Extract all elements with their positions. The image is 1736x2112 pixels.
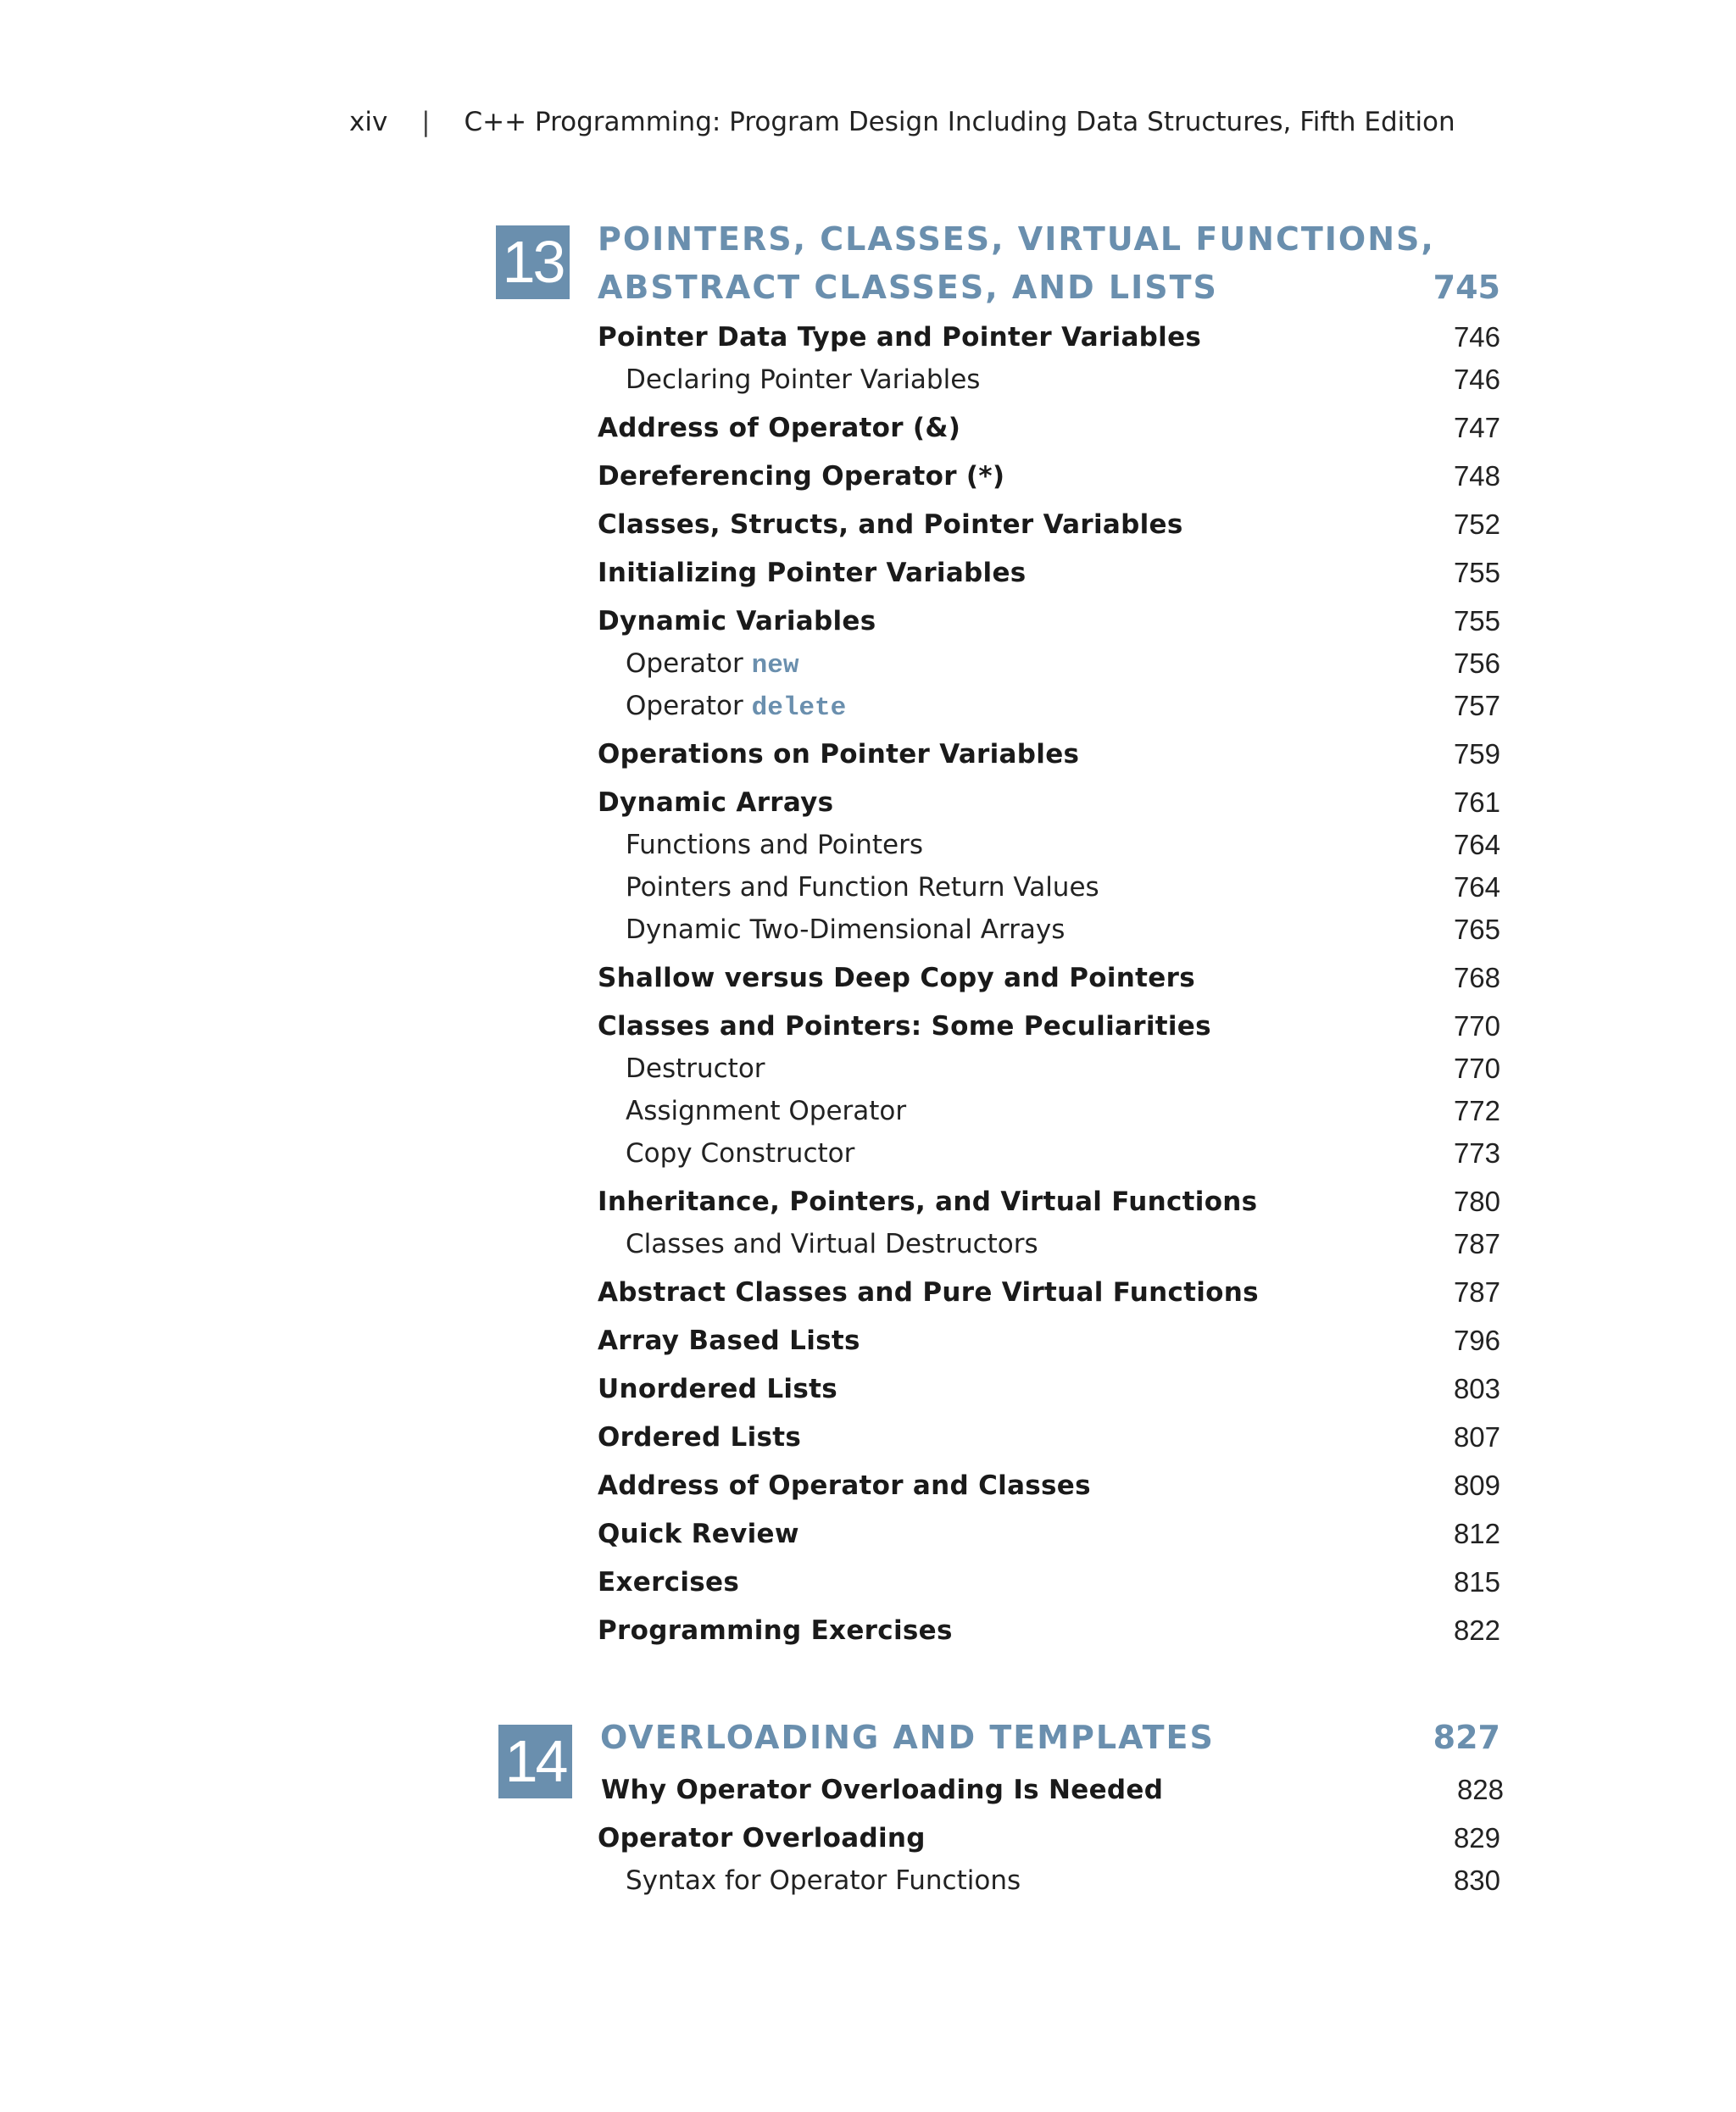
toc-entry-title	[598, 604, 876, 638]
toc-entry-title	[626, 828, 923, 862]
toc-entry-page: 746	[1453, 364, 1500, 395]
toc-entry-text: Pointer Data Type and Pointer Variables	[598, 322, 1202, 353]
chapter-number-badge: 13	[496, 225, 570, 299]
toc-entry-title	[598, 1276, 1259, 1309]
toc-entry[interactable]	[598, 1094, 1500, 1128]
toc-entry[interactable]	[598, 1324, 1500, 1358]
toc-entry-page: 761	[1453, 786, 1500, 818]
toc-entry-text: Exercises	[598, 1567, 740, 1598]
toc-entry-code-keyword: delete	[751, 693, 847, 723]
toc-entry-title	[626, 1094, 906, 1128]
toc-entry[interactable]	[598, 411, 1500, 445]
toc-entry-text: Array Based Lists	[598, 1326, 860, 1356]
toc-entry-page: 752	[1453, 509, 1500, 540]
toc-entry-text: Dynamic Variables	[598, 606, 876, 636]
toc-entry-text: Initializing Pointer Variables	[598, 558, 1027, 588]
toc-entry-title	[598, 320, 1201, 354]
toc-entry-page: 755	[1453, 557, 1500, 588]
toc-entry-title	[598, 1517, 799, 1551]
toc-entry-page: 815	[1453, 1566, 1500, 1598]
toc-entry[interactable]	[598, 363, 1500, 397]
toc-entry-text: Dereferencing Operator (*)	[598, 461, 1005, 492]
toc-entry[interactable]	[598, 1009, 1500, 1043]
toc-entry-title	[626, 1137, 854, 1170]
toc-entry-page: 796	[1453, 1325, 1500, 1356]
toc-entry-title	[626, 870, 1099, 904]
toc-entry[interactable]	[598, 647, 1500, 681]
toc-entry-page: 770	[1453, 1053, 1500, 1084]
toc-entry-title	[598, 1009, 1211, 1043]
running-header	[349, 107, 1455, 137]
toc-entry[interactable]	[598, 1469, 1500, 1503]
toc-entry-text: Quick Review	[598, 1519, 799, 1549]
toc-entry-text: Declaring Pointer Variables	[626, 364, 981, 395]
toc-entry-text: Destructor	[626, 1053, 765, 1084]
toc-entry-title	[598, 786, 833, 820]
chapter-title-line-2[interactable]: ABSTRACT CLASSES, AND LISTS	[598, 269, 1218, 306]
toc-entry-text: Classes and Virtual Destructors	[626, 1229, 1038, 1259]
chapter-title-line-1[interactable]: OVERLOADING AND TEMPLATES	[600, 1719, 1215, 1756]
toc-entry-page: 773	[1453, 1137, 1500, 1169]
toc-entry-code-keyword: new	[751, 651, 799, 681]
toc-entry-title	[598, 1565, 739, 1599]
toc-entry[interactable]	[598, 913, 1500, 947]
toc-entry-title	[598, 411, 960, 445]
toc-entry-page: 768	[1453, 962, 1500, 993]
toc-entry-page: 807	[1453, 1421, 1500, 1453]
chapter-title-line-1[interactable]: POINTERS, CLASSES, VIRTUAL FUNCTIONS,	[598, 220, 1435, 258]
toc-entry-text: Ordered Lists	[598, 1422, 802, 1453]
toc-entry-page: 787	[1453, 1228, 1500, 1259]
toc-entry-title	[626, 1864, 1021, 1898]
toc-entry[interactable]	[598, 1372, 1500, 1406]
toc-entry[interactable]	[598, 1864, 1500, 1898]
toc-entry-text: Classes and Pointers: Some Peculiarities	[598, 1011, 1211, 1042]
toc-entry-text: Shallow versus Deep Copy and Pointers	[598, 963, 1195, 993]
toc-entry[interactable]	[598, 1420, 1500, 1454]
toc-entry-text: Unordered Lists	[598, 1374, 837, 1404]
toc-entry-text: Inheritance, Pointers, and Virtual Functions	[598, 1187, 1258, 1217]
toc-entry-title	[598, 1821, 926, 1855]
toc-entry-page: 757	[1453, 690, 1500, 721]
toc-entry[interactable]	[598, 1052, 1500, 1086]
toc-entry-title	[598, 1469, 1091, 1503]
toc-entry[interactable]	[598, 459, 1500, 493]
toc-entry[interactable]	[598, 604, 1500, 638]
toc-entry[interactable]	[601, 1773, 1504, 1807]
toc-entry-title	[626, 363, 980, 397]
toc-entry-page: 822	[1453, 1615, 1500, 1646]
toc-entry-title	[598, 1324, 860, 1358]
toc-entry-page: 787	[1453, 1276, 1500, 1308]
toc-entry[interactable]	[598, 961, 1500, 995]
toc-entry[interactable]	[598, 556, 1500, 590]
toc-entry-title	[598, 556, 1027, 590]
toc-entry[interactable]	[598, 1185, 1500, 1219]
toc-entry-title	[598, 508, 1183, 542]
toc-entry-title	[626, 689, 846, 725]
toc-entry-text: Address of Operator and Classes	[598, 1470, 1091, 1501]
toc-entry-page: 748	[1453, 460, 1500, 492]
toc-entry-text: Classes, Structs, and Pointer Variables	[598, 509, 1183, 540]
toc-entry-text: Address of Operator (&)	[598, 413, 961, 443]
toc-entry-title	[598, 737, 1079, 771]
toc-entry-page: 772	[1453, 1095, 1500, 1126]
toc-entry-title	[598, 459, 1004, 493]
toc-entry-page: 759	[1453, 738, 1500, 770]
toc-entry-text: Abstract Classes and Pure Virtual Functions	[598, 1277, 1259, 1308]
toc-entry-text: Dynamic Arrays	[598, 787, 834, 818]
toc-entry[interactable]	[598, 786, 1500, 820]
toc-entry-page: 747	[1453, 412, 1500, 443]
toc-entry[interactable]	[598, 828, 1500, 862]
toc-entry-title	[598, 1372, 837, 1406]
toc-entry[interactable]	[598, 508, 1500, 542]
toc-entry[interactable]	[598, 870, 1500, 904]
toc-entry[interactable]	[598, 1565, 1500, 1599]
toc-entry-page: 764	[1453, 871, 1500, 903]
chapter-page-number: 745	[1433, 269, 1500, 306]
toc-entry-title	[626, 1227, 1038, 1261]
toc-entry-title	[601, 1773, 1163, 1807]
toc-entry-page: 830	[1453, 1865, 1500, 1896]
toc-entry-title	[626, 1052, 765, 1086]
toc-entry-page: 755	[1453, 605, 1500, 636]
toc-entry-page: 765	[1453, 914, 1500, 945]
chapter-page-number: 827	[1433, 1719, 1500, 1756]
toc-entry-text: Copy Constructor	[626, 1138, 855, 1169]
toc-entry-text: Operator	[626, 648, 752, 679]
toc-entry[interactable]	[598, 737, 1500, 771]
toc-entry-text: Assignment Operator	[626, 1096, 907, 1126]
toc-entry-title	[598, 1185, 1257, 1219]
toc-entry[interactable]	[598, 1276, 1500, 1309]
toc-entry[interactable]	[598, 1137, 1500, 1170]
toc-entry-page: 828	[1456, 1774, 1504, 1805]
toc-entry[interactable]	[598, 1227, 1500, 1261]
toc-entry-title	[598, 961, 1195, 995]
toc-entry-title	[626, 647, 798, 683]
toc-entry-page: 746	[1453, 321, 1500, 353]
toc-entry-page: 756	[1453, 647, 1500, 679]
header-separator: |	[421, 107, 431, 137]
toc-entry[interactable]	[598, 1821, 1500, 1855]
toc-entry-text: Pointers and Function Return Values	[626, 872, 1099, 903]
toc-entry-page: 780	[1453, 1186, 1500, 1217]
toc-entry[interactable]	[598, 1614, 1500, 1648]
toc-entry[interactable]	[598, 1517, 1500, 1551]
toc-entry-page: 829	[1453, 1822, 1500, 1854]
page-number: xiv	[349, 107, 388, 137]
toc-entry-title	[598, 1614, 953, 1648]
toc-entry-page: 770	[1453, 1010, 1500, 1042]
toc-entry-page: 812	[1453, 1518, 1500, 1549]
toc-entry-title	[626, 913, 1065, 947]
toc-entry-title	[598, 1420, 801, 1454]
toc-entry-text: Operations on Pointer Variables	[598, 739, 1080, 770]
toc-entry-page: 809	[1453, 1470, 1500, 1501]
toc-entry-text: Operator Overloading	[598, 1823, 926, 1854]
toc-entry-page: 803	[1453, 1373, 1500, 1404]
toc-entry-text: Syntax for Operator Functions	[626, 1865, 1021, 1896]
toc-entry-text: Functions and Pointers	[626, 830, 923, 860]
book-title: C++ Programming: Program Design Including Data Structures, Fifth Edition	[464, 107, 1455, 137]
toc-entry-text: Programming Exercises	[598, 1615, 953, 1646]
toc-entry-page: 764	[1453, 829, 1500, 860]
toc-entry[interactable]	[598, 689, 1500, 723]
toc-entry[interactable]	[598, 320, 1500, 354]
chapter-number-badge: 14	[498, 1725, 572, 1798]
toc-entry-text: Operator	[626, 691, 752, 721]
toc-entry-text: Why Operator Overloading Is Needed	[601, 1775, 1164, 1805]
toc-entry-text: Dynamic Two-Dimensional Arrays	[626, 914, 1066, 945]
